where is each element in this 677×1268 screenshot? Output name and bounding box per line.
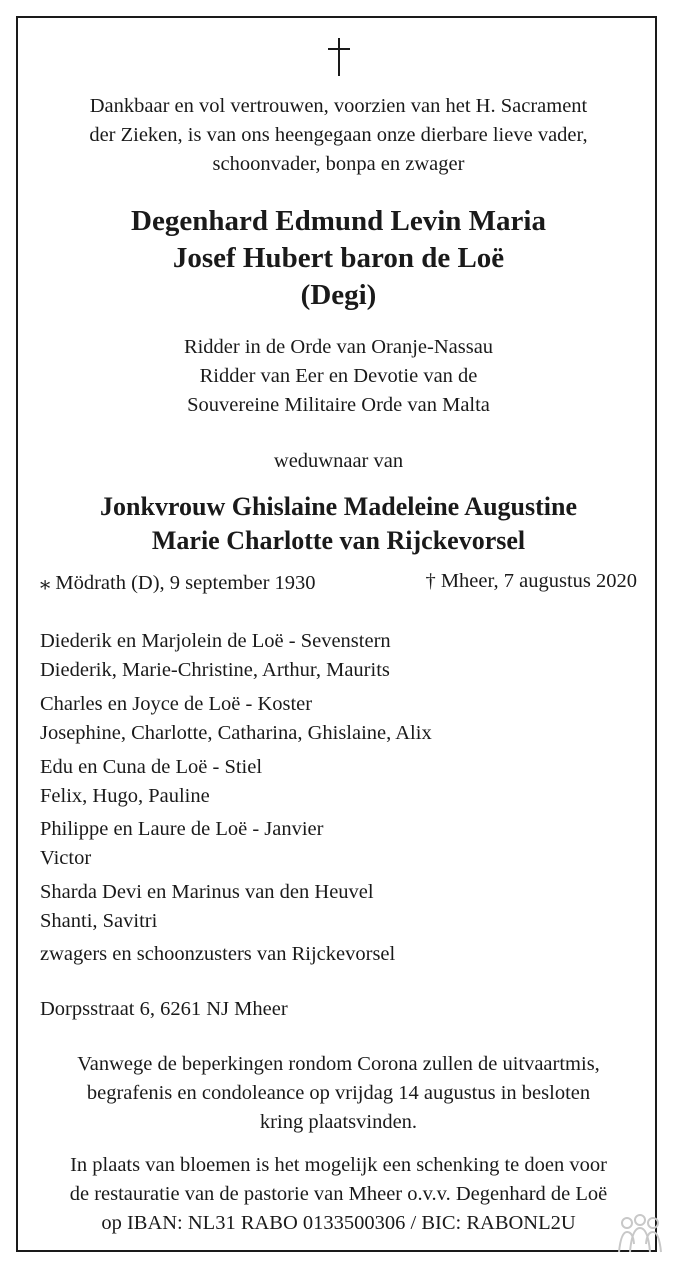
notice-line: Vanwege de beperkingen rondom Corona zullen de uitvaartmis, [77,1053,600,1075]
intro-text [0,92,677,179]
family-children: Josephine, Charlotte, Catharina, Ghislaine, Alix [40,722,432,744]
honour-line: Ridder van Eer en Devotie van de [199,365,478,387]
notice-line: op IBAN: NL31 RABO 0133500306 / BIC: RABONL2U [101,1212,576,1234]
family-couple: Edu en Cuna de Loë - Stiel [40,756,263,778]
family-couple: Diederik en Marjolein de Loë - Sevenstern [40,630,391,652]
cross-icon [0,38,677,81]
family-group [40,753,640,811]
people-group-logo-icon [617,1214,663,1259]
corona-notice [0,1050,677,1137]
deceased-name [0,203,677,314]
donation-notice [0,1151,677,1238]
family-group [40,690,640,748]
death-date: † Mheer, 7 augustus 2020 [425,570,637,592]
address: Dorpsstraat 6, 6261 NJ Mheer [40,998,288,1020]
family-couple: Philippe en Laure de Loë - Janvier [40,818,324,840]
in-laws: zwagers en schoonzusters van Rijckevorsel [40,943,396,965]
deceased-name-line: Degenhard Edmund Levin Maria [131,205,546,237]
family-children: Diederik, Marie-Christine, Arthur, Maurits [40,659,390,681]
spouse-name-line: Jonkvrouw Ghislaine Madeleine Augustine [100,492,577,521]
family-couple: Sharda Devi en Marinus van den Heuvel [40,881,374,903]
family-children: Shanti, Savitri [40,910,158,932]
intro-line: Dankbaar en vol vertrouwen, voorzien van het H. Sacrament [89,95,588,117]
family-children: Victor [40,847,92,869]
widower-label: weduwnaar van [273,450,404,472]
birth-date: ⁎ Mödrath (D), 9 september 1930 [40,572,316,594]
family-group [40,878,640,936]
notice-line: kring plaatsvinden. [259,1111,418,1133]
intro-line: der Zieken, is van ons heengegaan onze dierbare lieve vader, [89,124,588,146]
notice-line: In plaats van bloemen is het mogelijk een schenking te doen voor [70,1154,607,1176]
notice-line: begrafenis en condoleance op vrijdag 14 augustus in besloten [86,1082,591,1104]
honours [0,333,677,420]
honour-line: Ridder in de Orde van Oranje-Nassau [183,336,494,358]
family-children: Felix, Hugo, Pauline [40,785,210,807]
deceased-nickname: (Degi) [300,279,377,311]
deceased-name-line: Josef Hubert baron de Loë [172,242,505,274]
honour-line: Souvereine Militaire Orde van Malta [187,394,490,416]
family-group [40,627,640,685]
intro-line: schoonvader, bonpa en zwager [212,153,465,175]
spouse-name-line: Marie Charlotte van Rijckevorsel [151,526,526,555]
family-couple: Charles en Joyce de Loë - Koster [40,693,313,715]
spouse-name [0,490,677,558]
notice-line: de restauratie van de pastorie van Mheer o.v.v. Degenhard de Loë [69,1183,608,1205]
family-group [40,815,640,873]
